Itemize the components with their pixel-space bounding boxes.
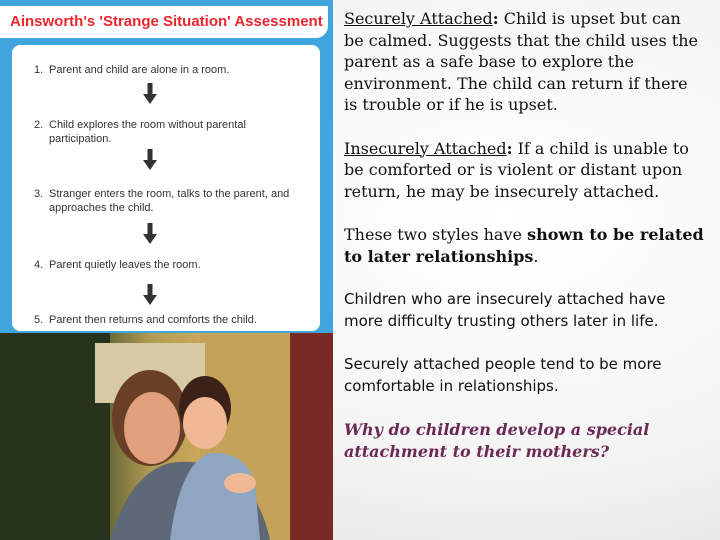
step-2: [34, 118, 304, 146]
step-text: Parent then returns and comforts the child.: [49, 314, 257, 326]
securely-attached-term: Securely Attached: [344, 9, 493, 28]
photo-illustration: [0, 333, 333, 540]
styles-pre: These two styles have: [344, 225, 528, 244]
diagram-title-bar: [0, 6, 328, 38]
secure-comfort-paragraph: Securely attached people tend to be more comfortable in relationships.: [344, 355, 662, 395]
insecurely-attached-term: Insecurely Attached: [344, 138, 507, 158]
down-arrow-icon: [143, 83, 157, 105]
down-arrow-icon: [143, 149, 157, 171]
question-text: Why do children develop a special attachment to their mothers?: [344, 420, 650, 461]
styles-relationships-paragraph: [344, 224, 704, 267]
step-4: [34, 258, 304, 272]
securely-attached-paragraph: [344, 8, 704, 116]
step-1: [34, 63, 304, 77]
down-arrow-icon: [143, 284, 157, 306]
step-number: 3.: [34, 188, 44, 200]
term-colon: :: [506, 138, 513, 158]
securely-attached-body: Child is upset but can be calmed. Suggests that the child uses the parent as a safe base to explore the environment. The child can return if there is trouble or if he is upset.: [344, 9, 699, 114]
styles-post: .: [533, 246, 539, 266]
diagram-steps-panel: [12, 45, 320, 331]
step-3: [34, 187, 304, 215]
step-number: 4.: [34, 259, 44, 271]
insecure-trust-paragraph: Children who are insecurely attached have more difficulty trusting others later in life.: [344, 290, 666, 330]
insecurely-attached-body: If a child is unable to be comforted or is violent or distant upon return, he may be insecurely attached.: [344, 138, 689, 201]
step-text: Stranger enters the room, talks to the parent, and approaches the child.: [49, 188, 290, 214]
mother-child-photo: [0, 333, 333, 540]
step-5: [34, 313, 304, 327]
diagram-title: Ainsworth's 'Strange Situation' Assessment: [10, 13, 323, 30]
term-colon: :: [492, 9, 499, 28]
step-text: Parent quietly leaves the room.: [49, 259, 201, 271]
strange-situation-diagram: [0, 0, 333, 333]
step-number: 5.: [34, 314, 44, 326]
down-arrow-icon: [143, 223, 157, 245]
insecurely-attached-paragraph: [344, 138, 704, 203]
styles-bold: shown to be related to later relationships: [344, 225, 704, 266]
step-number: 2.: [34, 119, 44, 131]
explanation-text: [344, 8, 704, 484]
step-text: Child explores the room without parental participation.: [49, 119, 246, 145]
step-number: 1.: [34, 64, 44, 76]
step-text: Parent and child are alone in a room.: [49, 64, 230, 76]
